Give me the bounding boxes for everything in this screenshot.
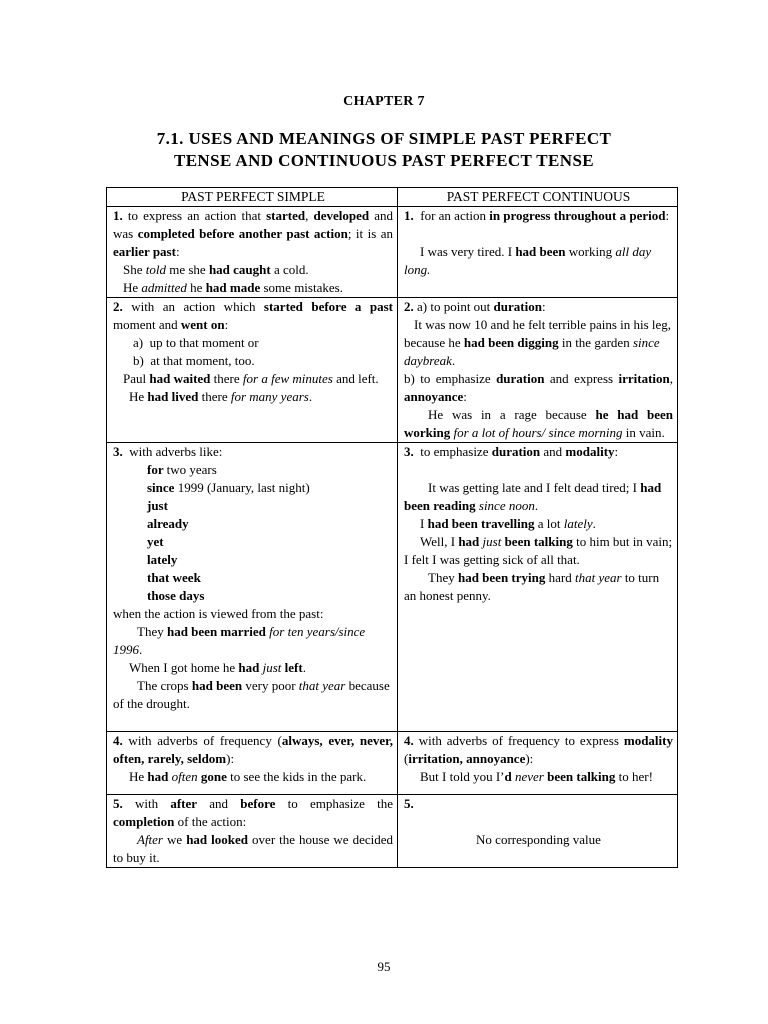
cell-simple-4 [107,732,398,795]
example: It was getting late and I felt dead tired; I had been reading since noon. [404,480,662,513]
example: He was in a rage because he had been working for a lot of hours/ since morning in vain. [404,407,673,440]
example: She told me she had caught a cold. [123,262,309,277]
example: He had lived there for many years. [129,389,313,404]
cell-continuous-4 [398,732,678,795]
example: I had been travelling a lot lately. [420,516,596,531]
tense-comparison-table [106,187,678,868]
cell-simple-3 [107,443,398,732]
cell-continuous-1 [398,207,678,298]
example: I was very tired. I had been working all day long. [404,244,652,277]
column-header-continuous: PAST PERFECT CONTINUOUS [398,188,678,207]
cell-continuous-3 [398,443,678,732]
table-row [107,207,678,298]
usage-5-simple: 5. with after and before to emphasize the completion of the action: [113,796,393,829]
list-item: b) at that moment, too. [133,353,255,368]
example: They had been trying hard that year to turn an honest penny. [404,570,660,603]
adverb-item: just [147,498,168,513]
example: They had been married for ten years/since 1996. [113,624,366,657]
chapter-heading: CHAPTER 7 [343,94,425,109]
table-row [107,732,678,795]
cell-simple-1 [107,207,398,298]
usage-4-continuous: 4. with adverbs of frequency to express modality (irritation, annoyance): [404,733,673,766]
usage-1-continuous: 1. for an action in progress throughout a period: [404,208,670,223]
column-header-simple: PAST PERFECT SIMPLE [107,188,398,207]
usage-2-continuous: 2. a) to point out duration: [404,299,546,314]
page-number: 95 [377,959,391,974]
table-header-row [107,188,678,207]
table-row [107,795,678,868]
usage-5-continuous: 5. [404,796,414,811]
cell-simple-2 [107,298,398,443]
example: When I got home he had just left. [129,660,306,675]
list-item: a) up to that moment or [133,335,259,350]
example: He admitted he had made some mistakes. [123,280,343,295]
adverb-item: those days [147,588,205,603]
example: But I told you I’d never been talking to her! [420,769,653,784]
table-row [107,443,678,732]
cell-simple-5 [107,795,398,868]
example: He had often gone to see the kids in the park. [129,769,367,784]
usage-3-simple: 3. with adverbs like: [113,444,223,459]
usage-3-note: when the action is viewed from the past: [113,606,324,621]
example: Paul had waited there for a few minutes and left. [123,371,379,386]
adverb-item: already [147,516,189,531]
adverb-item: lately [147,552,178,567]
section-title-line-2: TENSE AND CONTINUOUS PAST PERFECT TENSE [173,151,595,170]
cell-continuous-2 [398,298,678,443]
example: After we had looked over the house we decided to buy it. [113,832,393,865]
adverb-item: since 1999 (January, last night) [147,480,310,495]
adverb-item: for two years [147,462,217,477]
usage-3-continuous: 3. to emphasize duration and modality: [404,444,619,459]
table-row [107,298,678,443]
adverb-item: yet [147,534,164,549]
section-title-line-1: 7.1. USES AND MEANINGS OF SIMPLE PAST PERFECT [156,129,612,148]
usage-1-simple: 1. to express an action that started, developed and was completed before another past action; it is an earlier past: [113,208,394,259]
usage-2-simple: 2. with an action which started before a past moment and went on: [113,299,393,332]
no-value-text: No corresponding value [476,832,601,847]
adverb-item: that week [147,570,201,585]
example: It was now 10 and he felt terrible pains in his leg, because he had been digging in the garden since daybreak. [404,317,672,368]
cell-continuous-5 [398,795,678,868]
usage-4-simple: 4. with adverbs of frequency (always, ever, never, often, rarely, seldom): [113,733,393,766]
section-title [0,128,768,172]
example: Well, I had just been talking to him but in vain; I felt I was getting sick of all that. [404,534,673,567]
usage-2b-continuous: b) to emphasize duration and express irritation, annoyance: [404,371,673,404]
example: The crops had been very poor that year because of the drought. [113,678,390,711]
